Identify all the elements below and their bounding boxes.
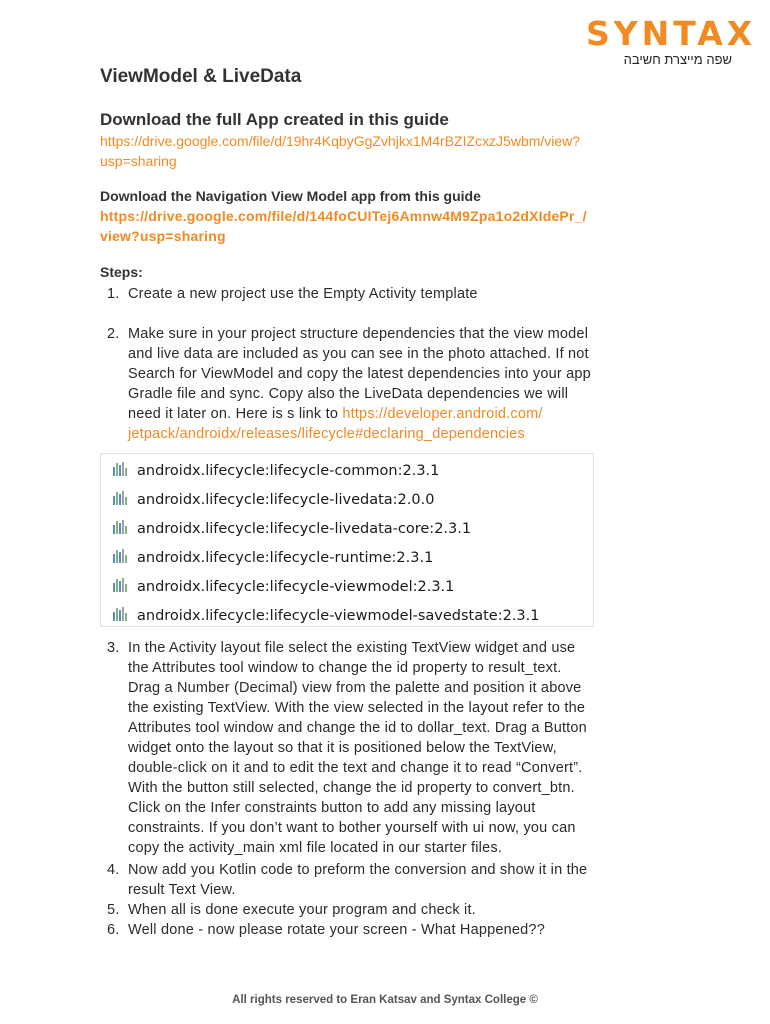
step-line: Now add you Kotlin code to preform the conversion and show it in the	[128, 862, 588, 878]
download-nav-heading: Download the Navigation View Model app from this guide	[100, 188, 481, 204]
step-number: 5.	[107, 902, 120, 918]
step-line: the existing TextView. With the view selected in the layout refer to the	[128, 700, 586, 716]
dependency-label: androidx.lifecycle:lifecycle-viewmodel:2.3.1	[137, 579, 455, 595]
dependencies-screenshot	[100, 453, 594, 627]
step-line: Search for ViewModel and copy the latest dependencies into your app	[128, 366, 591, 382]
step-number: 3.	[107, 640, 120, 656]
logo-tagline: שפה מייצרת חשיבה	[623, 52, 732, 67]
dependency-item	[113, 516, 471, 542]
developer-android-link-cont[interactable]: jetpack/androidx/releases/lifecycle#declaring_dependencies	[128, 426, 525, 442]
step-number: 2.	[107, 326, 120, 342]
step-line: When all is done execute your program and check it.	[128, 902, 476, 918]
dependency-item	[113, 458, 439, 484]
logo-wordmark: SYNTAX	[586, 14, 757, 53]
page-title: ViewModel & LiveData	[100, 66, 302, 87]
step-line: copy the activity_main xml file located in our starter files.	[128, 840, 503, 856]
dependency-label: androidx.lifecycle:lifecycle-common:2.3.1	[137, 463, 440, 479]
step-line-text: need it later on. Here is s link to	[128, 406, 343, 422]
step-line: In the Activity layout file select the existing TextView widget and use	[128, 640, 576, 656]
step-line	[128, 404, 673, 424]
dependency-item	[113, 574, 454, 600]
download-nav-link[interactable]	[100, 206, 670, 246]
step-line: and live data are included as you can see in the photo attached. If not	[128, 346, 589, 362]
step-line: Click on the Infer constraints button to add any missing layout	[128, 800, 536, 816]
download-nav-link-line2[interactable]: view?usp=sharing	[100, 228, 226, 244]
step-line: the Attributes tool window to change the id property to result_text.	[128, 660, 562, 676]
download-full-heading: Download the full App created in this guide	[100, 110, 449, 129]
dependency-label: androidx.lifecycle:lifecycle-viewmodel-savedstate:2.3.1	[137, 608, 540, 624]
step-line: Create a new project use the Empty Activity template	[128, 286, 478, 302]
step-number: 1.	[107, 286, 120, 302]
step-line: Well done - now please rotate your screen - What Happened??	[128, 922, 545, 938]
step-line: Gradle file and sync. Copy also the LiveData dependencies we will	[128, 386, 569, 402]
steps-heading: Steps:	[100, 264, 143, 280]
step-line: Attributes tool window and change the id to dollar_text. Drag a Button	[128, 720, 587, 736]
footer-copyright: All rights reserved to Eran Katsav and Syntax College ©	[232, 994, 538, 1006]
step-number: 6.	[107, 922, 120, 938]
step-line: widget onto the layout so that it is positioned below the TextView,	[128, 740, 557, 756]
download-full-link-line2[interactable]: usp=sharing	[100, 153, 177, 169]
library-icon	[113, 462, 129, 476]
library-icon	[113, 578, 129, 592]
download-nav-link-line1[interactable]: https://drive.google.com/file/d/144foCUITej6Amnw4M9Zpa1o2dXIdePr_/	[100, 208, 587, 224]
syntax-logo	[586, 14, 757, 70]
dependency-label: androidx.lifecycle:lifecycle-runtime:2.3.1	[137, 550, 434, 566]
download-full-link[interactable]	[100, 131, 670, 171]
dependency-label: androidx.lifecycle:lifecycle-livedata:2.0.0	[137, 492, 435, 508]
dependency-item	[113, 545, 433, 571]
library-icon	[113, 520, 129, 534]
step-line: Make sure in your project structure dependencies that the view model	[128, 326, 589, 342]
developer-android-link[interactable]: https://developer.android.com/	[342, 406, 543, 422]
library-icon	[113, 549, 129, 563]
dependency-item	[113, 603, 540, 629]
dependency-item	[113, 487, 434, 513]
step-number: 4.	[107, 862, 120, 878]
library-icon	[113, 491, 129, 505]
library-icon	[113, 607, 129, 621]
step-line: result Text View.	[128, 882, 236, 898]
step-line: Drag a Number (Decimal) view from the palette and position it above	[128, 680, 582, 696]
download-full-link-line1[interactable]: https://drive.google.com/file/d/19hr4KqbyGgZvhjkx1M4rBZIZcxzJ5wbm/view?	[100, 133, 581, 149]
dependency-label: androidx.lifecycle:lifecycle-livedata-core:2.3.1	[137, 521, 472, 537]
step-line: constraints. If you don’t want to bother yourself with ui now, you can	[128, 820, 576, 836]
step-line: double-click on it and to edit the text and change it to read “Convert”.	[128, 760, 583, 776]
step-line: With the button still selected, change the id property to convert_btn.	[128, 780, 575, 796]
